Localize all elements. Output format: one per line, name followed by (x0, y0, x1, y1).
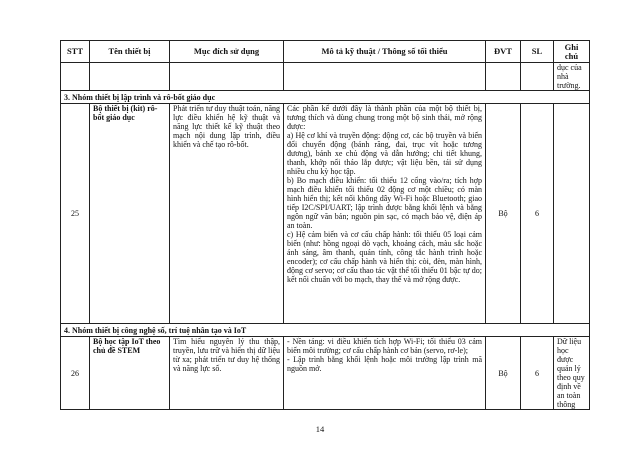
table-row-25 (61, 104, 590, 324)
table-row-continuation (61, 63, 590, 91)
row25-spec-c: c) Hệ cảm biến và cơ cấu chấp hành: tối thiểu 05 loại cảm biến (như: hồng ngoại dò vạch, khoảng cách, màu sắc hoặc ánh sáng, âm thanh, quán tính, công tắc hành trình hoặc encoder); cơ cấu chấp hành và hiển thị: còi, đèn, màn hình, động cơ servo; cơ cấu thao tác vật thể tối thiểu 01 bậc tự do; kết nối chuẩn với bo mạch, thay thế và mở rộng được. (287, 230, 482, 284)
row25-name: Bộ thiết bị (kit) rô-bốt giáo dục (90, 104, 170, 324)
header-note: Ghi chú (554, 41, 590, 63)
row25-spec-b: b) Bo mạch điều khiển: tối thiểu 12 cổng vào/ra; tích hợp mạch điều khiển tối thiểu 02 động cơ một chiều; có màn hình hiển thị; kết nối không dây Wi-Fi hoặc Bluetooth; giao tiếp I2C/SPI/UART; lập trình được bằng khối lệnh và bằng ngôn ngữ văn bản; nguồn pin sạc, có mạch bảo vệ, điện áp an toàn. (287, 176, 482, 230)
section-3-title: 3. Nhóm thiết bị lập trình và rô-bốt giáo dục (61, 91, 590, 104)
section-row-3 (61, 91, 590, 104)
row25-spec-intro: Các phần kể dưới đây là thành phần của một bộ thiết bị, tương thích và dùng chung trong một bộ sinh thái, mở rộng được: (287, 104, 482, 131)
row26-spec (284, 337, 486, 410)
row25-note (554, 104, 590, 324)
header-purpose: Mục đích sử dụng (170, 41, 284, 63)
row26-qty: 6 (521, 337, 554, 410)
equipment-table (60, 40, 590, 410)
row25-qty: 6 (521, 104, 554, 324)
header-unit: ĐVT (486, 41, 521, 63)
row25-purpose: Phát triển tư duy thuật toán, năng lực điều khiển hệ kỹ thuật và năng lực thiết kế kỹ thuật theo mạch nội dung lập trình, điều khiển và chế tạo rô-bốt. (170, 104, 284, 324)
section-row-4 (61, 324, 590, 337)
section-4-title: 4. Nhóm thiết bị công nghệ số, trí tuệ nhân tạo và IoT (61, 324, 590, 337)
header-name: Tên thiết bị (90, 41, 170, 63)
row25-stt: 25 (61, 104, 90, 324)
continuation-note: dục của nhà trường. (554, 63, 590, 91)
row25-unit: Bộ (486, 104, 521, 324)
row26-note: Dữ liệu học được quản lý theo quy định về an toàn thông (554, 337, 590, 410)
row26-name: Bộ học tập IoT theo chủ đề STEM (90, 337, 170, 410)
row26-spec-2: - Lập trình bằng khối lệnh hoặc môi trường lập trình mã nguồn mở. (287, 355, 482, 373)
row26-purpose: Tìm hiểu nguyên lý thu thập, truyền, lưu trữ và hiển thị dữ liệu từ xa; phát triển tư duy hệ thống và năng lực số. (170, 337, 284, 410)
row26-spec-1: - Nền tảng: vi điều khiển tích hợp Wi-Fi; tối thiểu 03 cảm biến môi trường; cơ cấu chấp hành cơ bản (servo, rơ-le); (287, 337, 482, 355)
row26-stt: 26 (61, 337, 90, 410)
header-qty: SL (521, 41, 554, 63)
table-row-26 (61, 337, 590, 410)
row25-spec (284, 104, 486, 324)
row25-spec-a: a) Hệ cơ khí và truyền động: động cơ, các bộ truyền và biến đổi chuyển động (bánh răng, đai, trục vít hoặc tương đương), bánh xe chủ động và dẫn hướng; chi tiết khung, thanh, khớp nối tháo lắp được; vật liệu bền, tái sử dụng nhiều chu kỳ học tập. (287, 131, 482, 176)
header-spec: Mô tả kỹ thuật / Thông số tối thiểu (284, 41, 486, 63)
header-stt: STT (61, 41, 90, 63)
table-header-row (61, 41, 590, 63)
row26-unit: Bộ (486, 337, 521, 410)
page-number: 14 (315, 424, 325, 434)
